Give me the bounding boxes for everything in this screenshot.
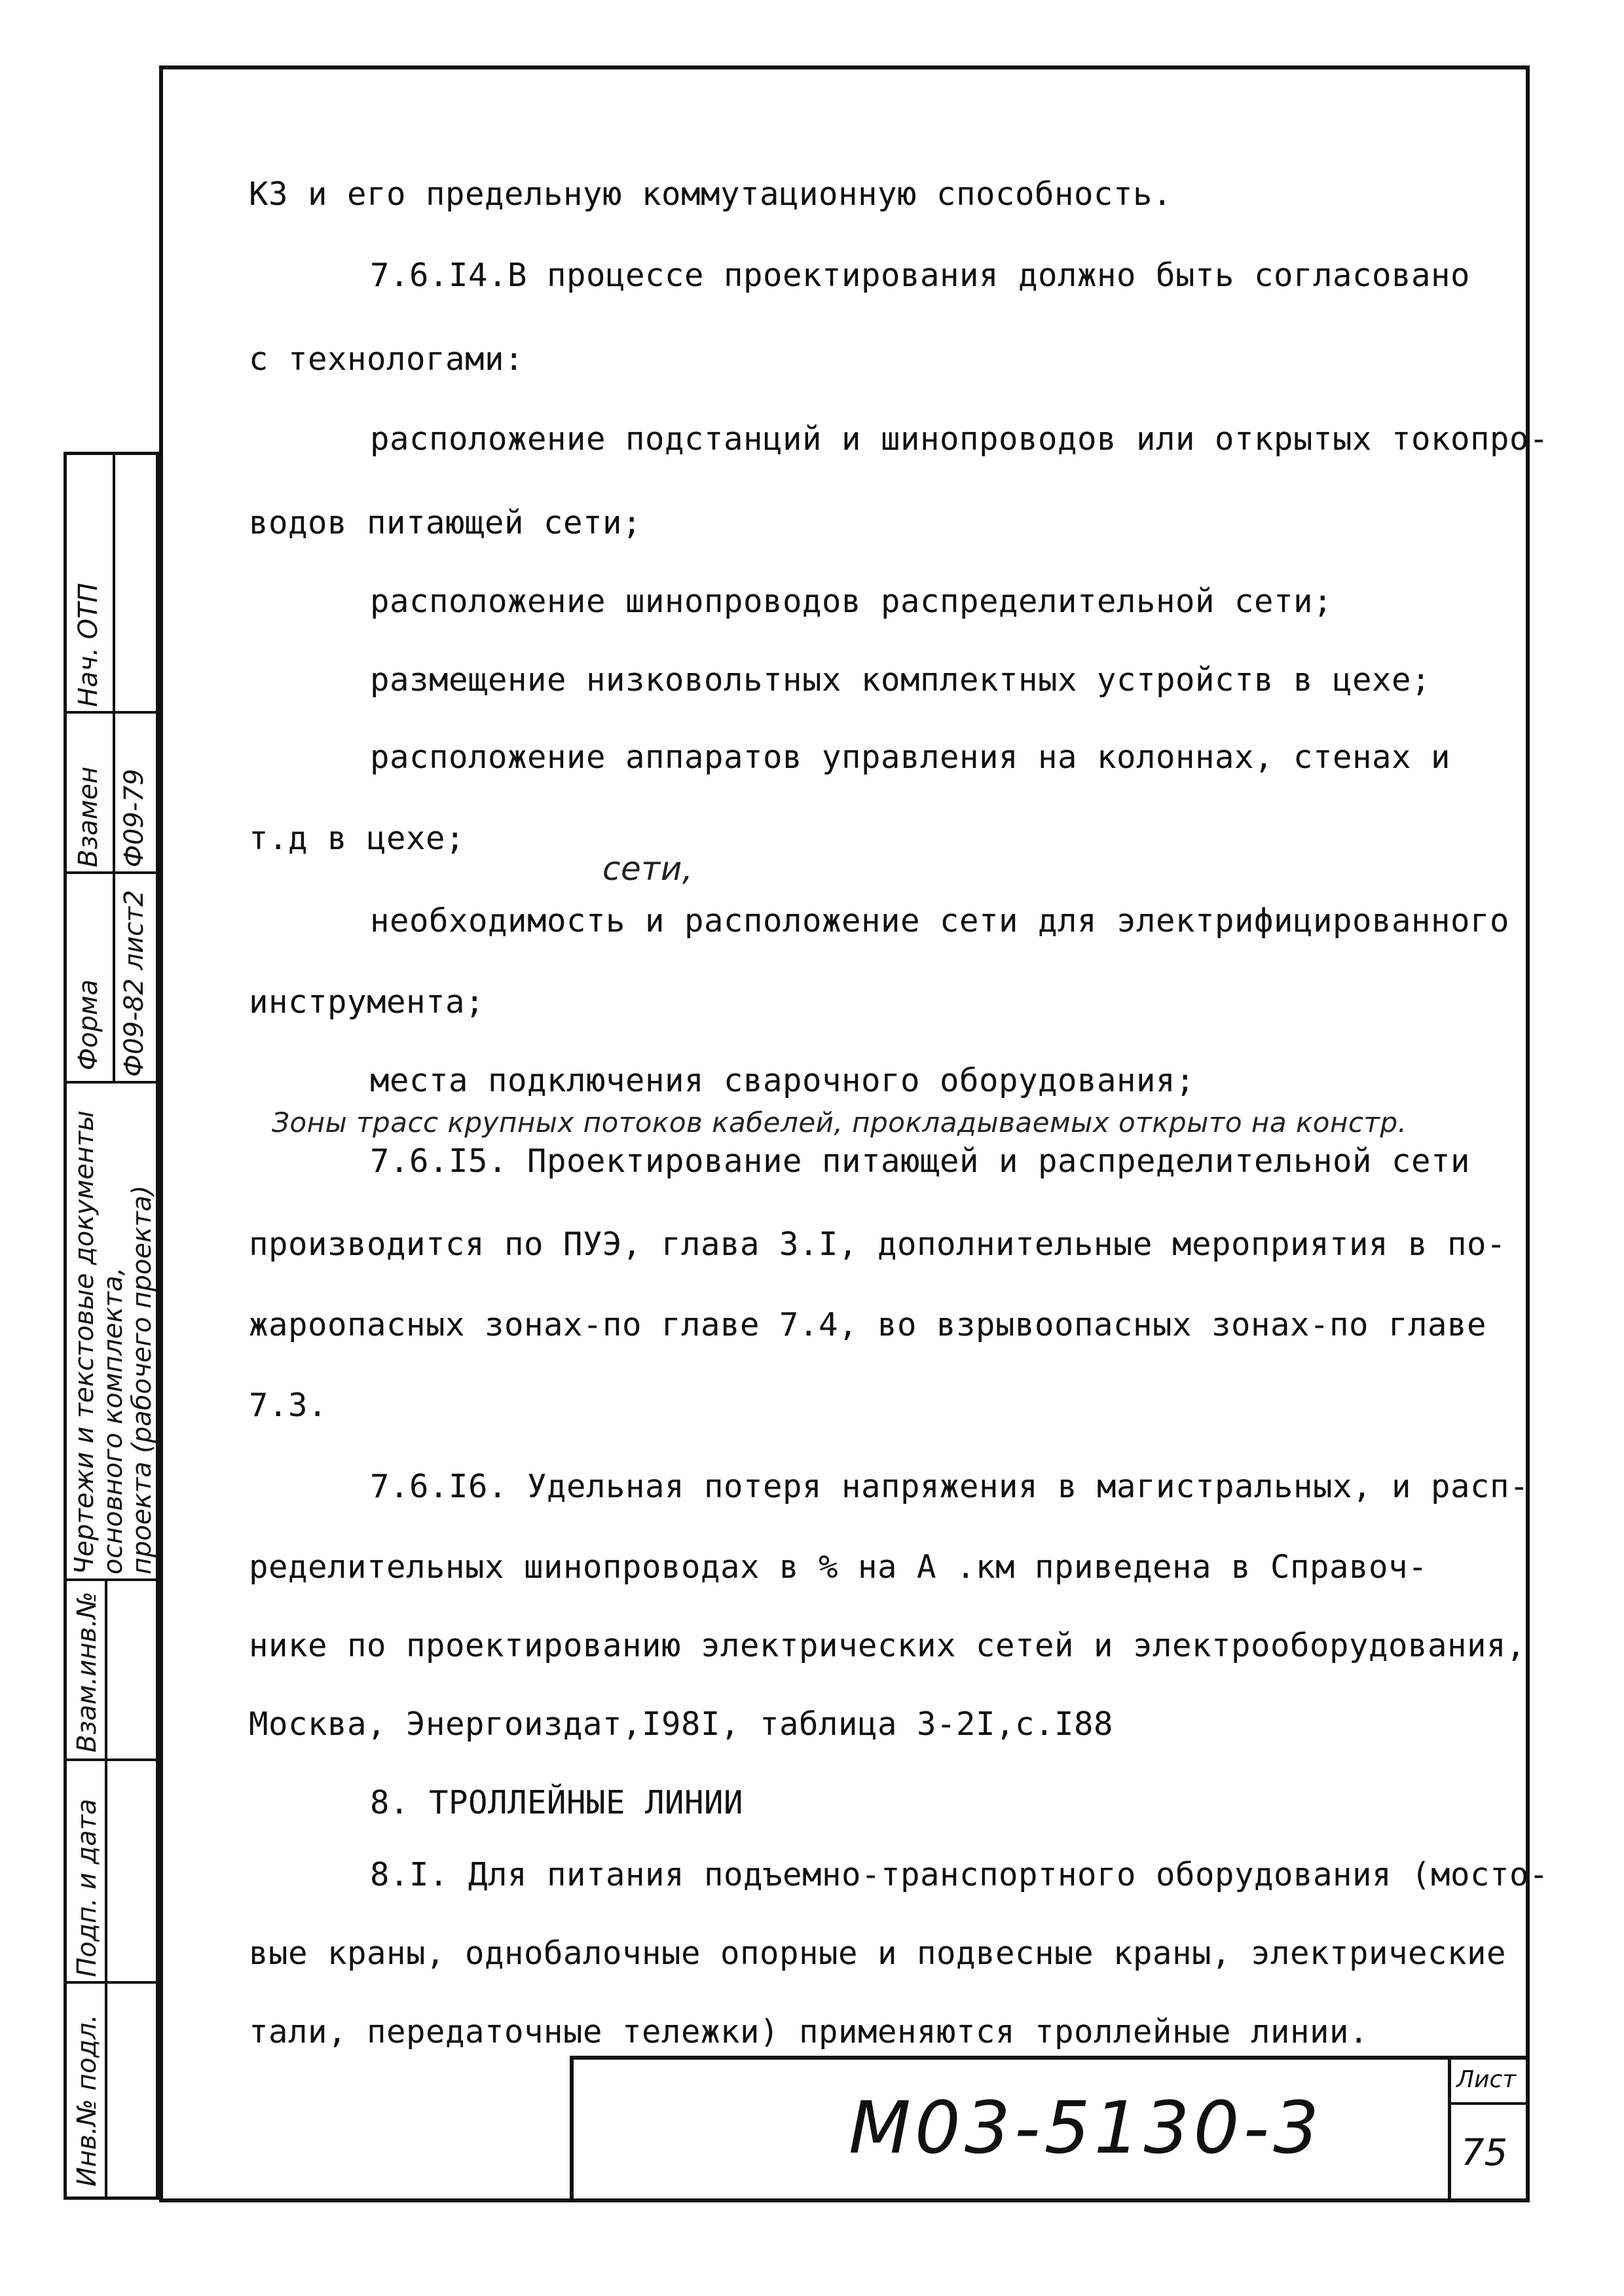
document-code: М03-5130-3 bbox=[849, 2086, 1323, 2170]
sheet-number: 75 bbox=[1461, 2132, 1508, 2174]
stamp-cell-inv-podl bbox=[67, 1984, 156, 2196]
text-line: водов питающей сети; bbox=[249, 504, 642, 541]
sheet-label: Лист bbox=[1456, 2066, 1517, 2093]
text-line: нике по проектированию электрических сетей и электрооборудования, bbox=[249, 1627, 1526, 1664]
handwritten-note: Зоны трасс крупных потоков кабелей, прокладываемых открыто на констр. bbox=[272, 1106, 1407, 1139]
text-line: размещение низковольтных комплектных устройств в цехе; bbox=[370, 661, 1431, 699]
text-line: КЗ и его предельную коммутационную способность. bbox=[249, 175, 1173, 213]
stamp-vzamen-value: Ф09-79 bbox=[119, 769, 149, 867]
text-line: Москва, Энергоиздат,I98I, таблица 3-2I,с.I88 bbox=[249, 1705, 1114, 1743]
text-line: производится по ПУЭ, глава 3.I, дополнительные мероприятия в по- bbox=[249, 1226, 1507, 1263]
text-line: расположение шинопроводов распределительной сети; bbox=[370, 583, 1333, 620]
stamp-vzamen: Взамен bbox=[73, 766, 103, 867]
stamp-nach-otd: Нач. ОТП bbox=[73, 583, 103, 707]
stamp-forma: Форма bbox=[73, 979, 103, 1070]
text-line: места подключения сварочного оборудования; bbox=[370, 1062, 1196, 1099]
stamp-cell-forma bbox=[67, 874, 156, 1084]
stamp-forma-value: Ф09-82 лист2 bbox=[119, 890, 149, 1077]
section-heading: 8. ТРОЛЛЕЙНЫЕ ЛИНИИ bbox=[370, 1784, 744, 1821]
stamp-podp-data: Подп. и дата bbox=[72, 1798, 102, 1977]
text-line: 7.6.I4.В процессе проектирования должно быть согласовано bbox=[370, 257, 1471, 294]
text-line: тали, передаточные тележки) применяются троллейные линии. bbox=[249, 2013, 1369, 2050]
side-stamp bbox=[64, 452, 159, 2200]
text-line: 8.I. Для питания подъемно-транспортного оборудования (мосто- bbox=[370, 1856, 1549, 1893]
text-line: 7.3. bbox=[249, 1387, 328, 1424]
stamp-inv-podl: Инв.№ подл. bbox=[72, 2014, 102, 2187]
title-block bbox=[570, 2056, 1530, 2202]
text-line: вые краны, однобалочные опорные и подвесные краны, электрические bbox=[249, 1935, 1507, 1972]
stamp-proekta: проекта (рабочего проекта) bbox=[127, 1185, 157, 1575]
stamp-chertezhi: Чертежи и текстовые документы bbox=[69, 1110, 100, 1575]
text-line: расположение аппаратов управления на колоннах, стенах и bbox=[370, 738, 1451, 776]
text-line: с технологами: bbox=[249, 340, 525, 378]
stamp-cell-podp-data bbox=[67, 1761, 156, 1984]
text-line: расположение подстанций и шинопроводов или открытых токопро- bbox=[370, 420, 1549, 458]
stamp-cell-nach-otd bbox=[67, 455, 156, 714]
text-line: жароопасных зонах-по главе 7.4, во взрывоопасных зонах-по главе bbox=[249, 1306, 1487, 1343]
text-line: т.д в цехе; bbox=[249, 820, 466, 857]
stamp-cell-vzamen bbox=[67, 714, 156, 874]
text-line: 7.6.I5. Проектирование питающей и распределительной сети bbox=[370, 1142, 1471, 1180]
text-line: 7.6.I6. Удельная потеря напряжения в магистральных, и расп- bbox=[370, 1468, 1530, 1505]
stamp-vzam-inv: Взам.инв.№ bbox=[72, 1591, 102, 1753]
sheet-divider bbox=[1451, 2102, 1530, 2105]
stamp-osnovnogo: основного комплекта, bbox=[98, 1267, 128, 1575]
stamp-cell-chertezhi bbox=[67, 1084, 156, 1581]
text-line: инструмента; bbox=[249, 983, 485, 1021]
handwritten-insert: сети, bbox=[602, 850, 693, 888]
text-line: необходимость и расположение сети для электрифицированного bbox=[370, 902, 1510, 939]
sheet-box bbox=[1448, 2060, 1530, 2202]
text-line: ределительных шинопроводах в % на А .км приведена в Справоч- bbox=[249, 1548, 1428, 1586]
stamp-cell-vzam-inv bbox=[67, 1581, 156, 1761]
